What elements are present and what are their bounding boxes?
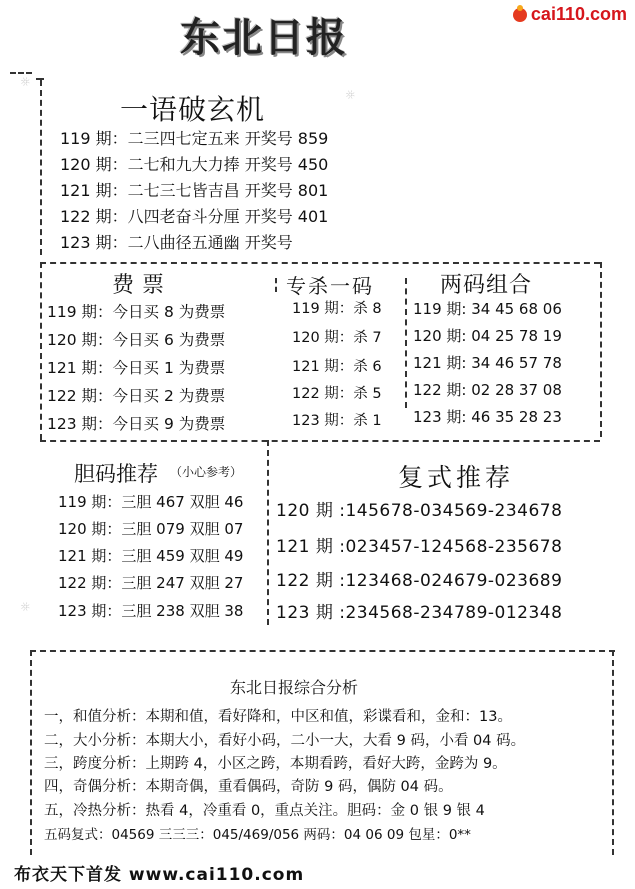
watermark-mark: ☼ [17, 73, 34, 91]
feipiao-title: 费票 [112, 273, 173, 298]
danma-row: 123 期：三胆 238 双胆 38 [58, 602, 244, 620]
liangma-row: 121 期: 34 46 57 78 [413, 354, 562, 372]
zhuansha-row: 120 期：杀 7 [292, 330, 382, 346]
zhuansha-row: 123 期：杀 1 [292, 413, 382, 429]
masthead-title: 东北日报 [180, 14, 348, 61]
feipiao-row: 123 期：今日买 9 为费票 [47, 415, 226, 433]
watermark-mark: ☼ [342, 86, 359, 104]
analysis-row: 四，奇偶分析：本期奇偶，重看偶码，奇防 9 码，偶防 04 码。 [44, 779, 453, 795]
feipiao-row: 121 期：今日买 1 为费票 [47, 359, 226, 377]
analysis-row: 二，大小分析：本期大小，看好小码，二小一大，大看 9 码，小看 04 码。 [44, 733, 526, 749]
danma-row: 120 期：三胆 079 双胆 07 [58, 520, 244, 538]
fushi-title: 复式推荐 [398, 463, 515, 492]
site-logo[interactable] [531, 4, 627, 25]
yiyu-row: 119 期：二三四七定五来 开奖号 859 [60, 129, 329, 148]
divider [40, 80, 42, 255]
danma-title: 胆码推荐 [74, 462, 158, 486]
liangma-row: 123 期: 46 35 28 23 [413, 408, 562, 426]
yiyu-row: 123 期：二八曲径五通幽 开奖号 [60, 233, 293, 252]
divider [600, 262, 602, 437]
danma-row: 121 期：三胆 459 双胆 49 [58, 547, 244, 565]
danma-row: 122 期：三胆 247 双胆 27 [58, 574, 244, 592]
liangma-title: 两码组合 [440, 273, 533, 298]
analysis-row: 一，和值分析：本期和值，看好降和，中区和值，彩谍看和，金和：13。 [44, 709, 512, 725]
analysis-row: 五码复式：04569 三三三：045/469/056 两码：04 06 09 包星：0** [44, 827, 471, 843]
zhuansha-row: 119 期：杀 8 [292, 301, 382, 317]
site-logo-text: cai110.com [530, 4, 627, 24]
feipiao-row: 120 期：今日买 6 为费票 [47, 331, 226, 349]
yiyu-title: 一语破玄机 [120, 93, 266, 126]
yiyu-row: 121 期：二七三七皆吉昌 开奖号 801 [60, 181, 329, 200]
liangma-row: 119 期: 34 45 68 06 [413, 300, 562, 318]
analysis-title: 东北日报综合分析 [230, 678, 359, 697]
divider [612, 650, 614, 855]
zhuansha-title: 专杀一码 [286, 274, 374, 298]
divider [30, 650, 32, 855]
feipiao-row: 119 期：今日买 8 为费票 [47, 303, 226, 321]
divider [267, 440, 269, 625]
divider [40, 440, 600, 442]
yiyu-row: 122 期：八四老奋斗分厘 开奖号 401 [60, 207, 329, 226]
yiyu-row: 120 期：二七和九大力捧 开奖号 450 [60, 155, 329, 174]
liangma-row: 120 期: 04 25 78 19 [413, 327, 562, 345]
divider [40, 262, 42, 440]
fushi-row: 120 期 :145678-034569-234678 [276, 501, 563, 521]
feipiao-row: 122 期：今日买 2 为费票 [47, 387, 226, 405]
analysis-row: 五，冷热分析：热看 4，冷重看 0，重点关注。胆码：金 0 银 9 银 4 [44, 803, 485, 819]
logo-icon [513, 8, 527, 22]
footer-text[interactable]: 布衣天下首发 www.cai110.com [14, 865, 305, 885]
divider [40, 262, 600, 264]
danma-note: （小心参考） [170, 465, 243, 479]
divider [405, 278, 407, 408]
fushi-row: 123 期 :234568-234789-012348 [276, 603, 563, 623]
danma-row: 119 期：三胆 467 双胆 46 [58, 493, 244, 511]
fushi-row: 122 期 :123468-024679-023689 [276, 571, 563, 591]
divider [10, 72, 32, 74]
fushi-row: 121 期 :023457-124568-235678 [276, 537, 563, 557]
watermark-mark: ☼ [17, 598, 34, 616]
divider [30, 650, 615, 652]
divider [275, 278, 277, 292]
zhuansha-row: 121 期：杀 6 [292, 359, 382, 375]
liangma-row: 122 期: 02 28 37 08 [413, 381, 562, 399]
analysis-row: 三，跨度分析：上期跨 4，小区之跨，本期看跨，看好大跨，金跨为 9。 [44, 756, 507, 772]
zhuansha-row: 122 期：杀 5 [292, 386, 382, 402]
